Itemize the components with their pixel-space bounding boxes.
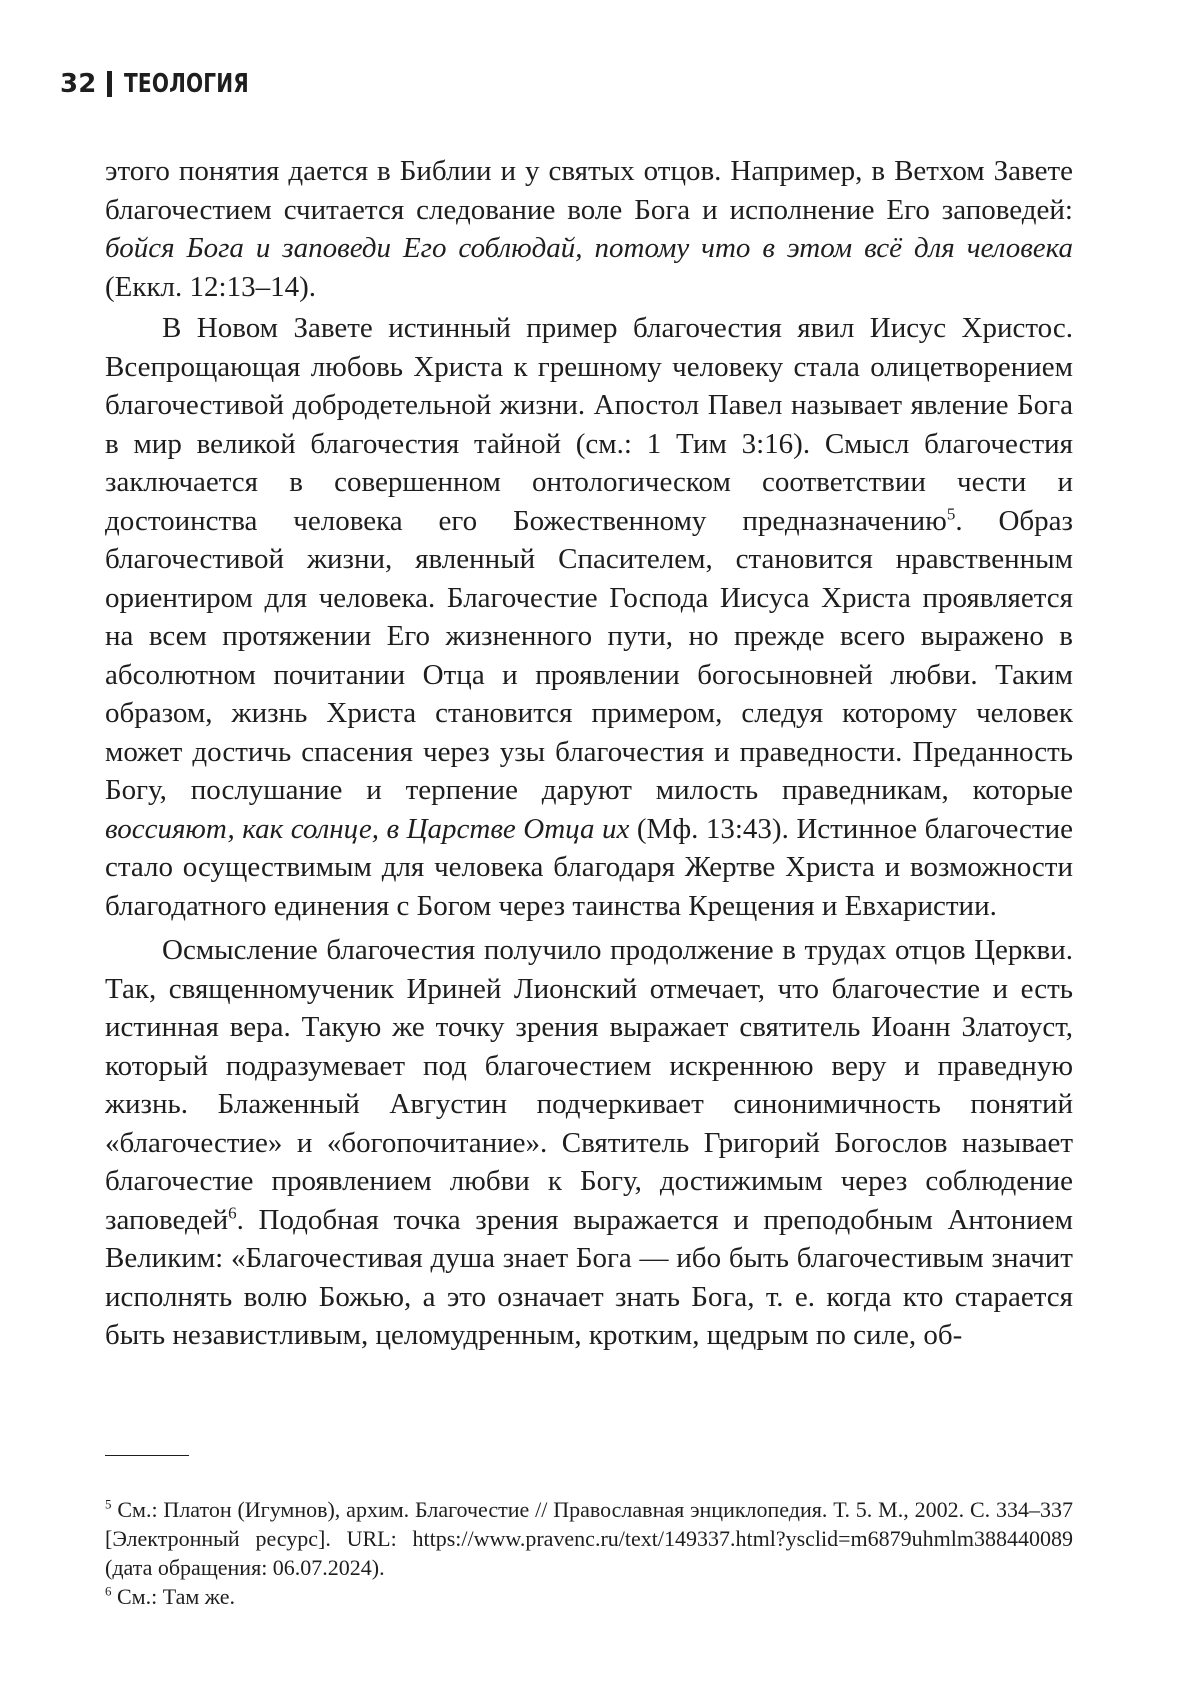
footnote-divider [105, 1455, 189, 1456]
section-title: ТЕОЛОГИЯ [123, 69, 249, 99]
footnotes [105, 1495, 1073, 1611]
footnote-6 [105, 1582, 1073, 1611]
paragraph-1 [105, 152, 1073, 306]
main-text [105, 152, 1073, 1355]
paragraph-1-quote: бойся Бога и заповеди Его соблюдай, потому что в этом всё для человека [105, 232, 1073, 264]
paragraph-3 [105, 931, 1073, 1355]
paragraph-2-text-c: (Мф. 13:43). Истинное благочестие стало осуществимым для человека благодаря Жертве Христа и возможности благодатного единения с Богом через таинства Крещения и Евхаристии. [105, 812, 1073, 922]
footnote-ref-6: 6 [228, 1202, 237, 1222]
paragraph-2-text-a: В Новом Завете истинный пример благочестия явил Иисус Христос. Всепрощающая любовь Христа к грешному человеку стала олицетворением благочестивой добродетельной жизни. Апостол Павел называет явление Бога в мир великой благочестия тайной (см.: 1 Тим 3:16). Смысл благочестия заключается в совершенном онтологическом соответствии чести и достоинства человека его Божественному предназначению [105, 312, 1073, 537]
footnote-6-number: 6 [105, 1583, 112, 1599]
paragraph-1-text-a: этого понятия дается в Библии и у святых отцов. Например, в Ветхом Завете благочестием считается следование воле Бога и исполнение Его заповедей: [105, 155, 1073, 226]
paragraph-1-text-b: (Еккл. 12:13–14). [105, 270, 316, 303]
footnote-ref-5: 5 [946, 503, 956, 523]
footnote-5-text: См.: Платон (Игумнов), архим. Благочестие // Православная энциклопедия. Т. 5. М., 2002. С. 334–337 [Электронный ресурс]. URL: https://www.pravenc.ru/text/149337.html?ysclid=m6879uhmlm388440089 (дата обращения: 06.07.2024). [105, 1497, 1073, 1580]
paragraph-3-text-b: . Подобная точка зрения выражается и преподобным Антонием Великим: «Благочестивая душа знает Бога — ибо быть благочестивым значит исполнять волю Божью, а это означает знать Бога, т. е. когда кто старается быть независтливым, целомудренным, кротким, щедрым по силе, об- [105, 1203, 1073, 1351]
header-divider-bar [107, 71, 112, 97]
footnote-5-number: 5 [105, 1496, 112, 1512]
page-number: 32 [60, 69, 97, 99]
running-head [60, 68, 269, 100]
paragraph-2-quote: воссияют, как солнце, в Царстве Отца их [105, 812, 630, 845]
paragraph-3-text-a: Осмысление благочестия получило продолжение в трудах отцов Церкви. Так, священномученик Ириней Лионский отмечает, что благочестие и есть истинная вера. Такую же точку зрения выражает святитель Иоанн Златоуст, который подразумевает под благочестием искреннюю веру и праведную жизнь. Блаженный Августин подчеркивает синонимичность понятий «благочестие» и «богопочитание». Святитель Григорий Богослов называет благочестие проявлением любви к Богу, достижимым через соблюдение заповедей [105, 934, 1073, 1236]
footnote-6-text: См.: Там же. [111, 1584, 235, 1609]
footnote-5 [105, 1495, 1073, 1582]
paragraph-2-text-b: . Образ благочестивой жизни, явленный Спасителем, становится нравственным ориентиром для человека. Благочестие Господа Иисуса Христа проявляется на всем протяжении Его жизненного пути, но прежде всего выражено в абсолютном почитании Отца и проявлении богосыновней любви. Таким образом, жизнь Христа становится примером, следуя которому человек может достичь спасения через узы благочестия и праведности. Преданность Богу, послушание и терпение даруют милость праведникам, которые [105, 504, 1073, 806]
paragraph-2 [105, 309, 1073, 925]
